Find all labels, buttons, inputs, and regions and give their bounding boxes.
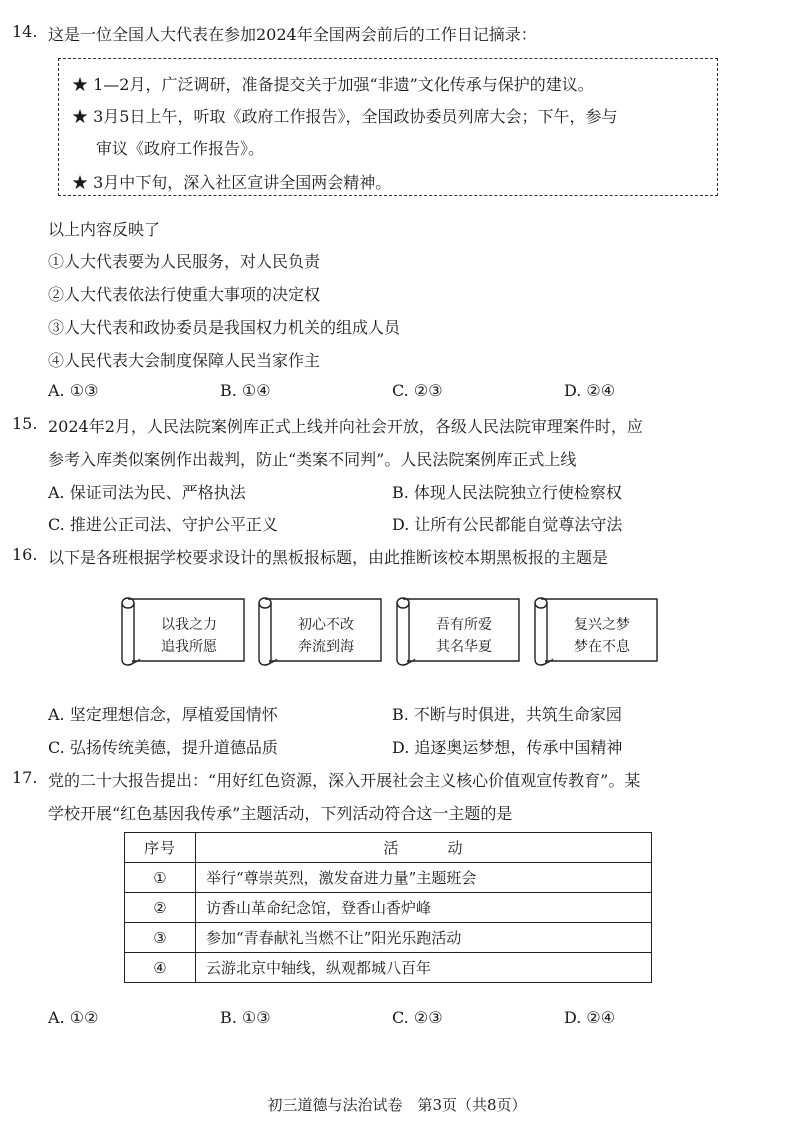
row-activity: 云游北京中轴线，纵观都城八百年 — [196, 953, 652, 983]
table-row — [125, 893, 652, 923]
scroll-title-line-1: 初心不改 — [298, 617, 354, 633]
q16-option-c[interactable]: C. 弘扬传统美德，提升道德品质 — [48, 738, 278, 757]
q15-number: 15. — [12, 414, 38, 433]
row-activity: 参加“青春献礼当燃不让”阳光乐跑活动 — [196, 923, 652, 953]
row-index: ③ — [125, 923, 196, 953]
q17-option-c[interactable]: C. ②③ — [392, 1008, 443, 1027]
scroll-title-line-1: 复兴之梦 — [574, 617, 630, 633]
q15-option-b[interactable]: B. 体现人民法院独立行使检察权 — [392, 483, 622, 502]
q16-number: 16. — [12, 545, 38, 564]
activity-table — [124, 832, 652, 983]
page-footer: 初三道德与法治试卷 第3页（共8页） — [267, 1096, 527, 1114]
table-header-row — [125, 833, 652, 863]
q15-stem-line-1: 2024年2月，人民法院案例库正式上线并向社会开放，各级人民法院审理案件时，应 — [48, 417, 643, 436]
q14-prompt: 以上内容反映了 — [48, 220, 161, 239]
header-activity: 活 动 — [196, 833, 652, 863]
q14-diary-line-4: ★ 3月中下旬，深入社区宣讲全国两会精神。 — [72, 173, 392, 192]
q16-stem: 以下是各班根据学校要求设计的黑板报标题，由此推断该校本期黑板报的主题是 — [48, 548, 609, 567]
q14-option-a[interactable]: A. ①③ — [48, 381, 99, 400]
q14-option-c[interactable]: C. ②③ — [392, 381, 443, 400]
q17-option-b[interactable]: B. ①③ — [220, 1008, 271, 1027]
q14-diary-line-1: ★ 1—2月，广泛调研，准备提交关于加强“非遗”文化传承与保护的建议。 — [72, 75, 594, 94]
q17-number: 17. — [12, 768, 38, 787]
table-row — [125, 863, 652, 893]
q16-option-b[interactable]: B. 不断与时俱进，共筑生命家园 — [392, 705, 622, 724]
q17-stem-line-1: 党的二十大报告提出：“用好红色资源，深入开展社会主义核心价值观宣传教育”。某 — [48, 771, 641, 790]
table-row — [125, 953, 652, 983]
row-activity: 举行“尊崇英烈，激发奋进力量”主题班会 — [196, 863, 652, 893]
q16-option-a[interactable]: A. 坚定理想信念，厚植爱国情怀 — [48, 705, 278, 724]
row-index: ④ — [125, 953, 196, 983]
scroll-banner — [255, 593, 385, 667]
scroll-title-line-2: 奔流到海 — [298, 639, 354, 655]
q14-statement-2: ②人大代表依法行使重大事项的决定权 — [48, 285, 321, 304]
header-index: 序号 — [125, 833, 196, 863]
q14-statement-4: ④人民代表大会制度保障人民当家作主 — [48, 351, 321, 370]
q14-diary-line-3: 审议《政府工作报告》。 — [96, 139, 265, 158]
q14-stem: 这是一位全国人大代表在参加2024年全国两会前后的工作日记摘录： — [48, 25, 537, 44]
scroll-banner — [393, 593, 523, 667]
q17-stem-line-2: 学校开展“红色基因我传承”主题活动，下列活动符合这一主题的是 — [48, 804, 513, 823]
row-activity: 访香山革命纪念馆，登香山香炉峰 — [196, 893, 652, 923]
scroll-banner — [531, 593, 661, 667]
row-index: ① — [125, 863, 196, 893]
scroll-title-line-1: 吾有所爱 — [436, 617, 492, 633]
q15-option-a[interactable]: A. 保证司法为民、严格执法 — [48, 483, 246, 502]
q14-number: 14. — [12, 22, 38, 41]
q16-option-d[interactable]: D. 追逐奥运梦想，传承中国精神 — [392, 738, 623, 757]
scroll-title-line-2: 其名华夏 — [436, 639, 492, 655]
scroll-title-line-2: 梦在不息 — [574, 639, 630, 655]
q15-option-c[interactable]: C. 推进公正司法、守护公平正义 — [48, 515, 278, 534]
table-row — [125, 923, 652, 953]
q17-option-d[interactable]: D. ②④ — [564, 1008, 616, 1027]
scroll-banner — [118, 593, 248, 667]
q14-diary-line-2: ★ 3月5日上午，听取《政府工作报告》，全国政协委员列席大会；下午，参与 — [72, 107, 618, 126]
q17-option-a[interactable]: A. ①② — [48, 1008, 99, 1027]
q15-stem-line-2: 参考入库类似案例作出裁判，防止“类案不同判”。人民法院案例库正式上线 — [48, 450, 577, 469]
q14-option-b[interactable]: B. ①④ — [220, 381, 271, 400]
q14-statement-1: ①人大代表要为人民服务，对人民负责 — [48, 252, 321, 271]
scroll-title-line-1: 以我之力 — [161, 617, 217, 633]
q15-option-d[interactable]: D. 让所有公民都能自觉尊法守法 — [392, 515, 623, 534]
q14-statement-3: ③人大代表和政协委员是我国权力机关的组成人员 — [48, 318, 401, 337]
row-index: ② — [125, 893, 196, 923]
q14-option-d[interactable]: D. ②④ — [564, 381, 616, 400]
scroll-title-line-2: 追我所愿 — [161, 639, 217, 655]
